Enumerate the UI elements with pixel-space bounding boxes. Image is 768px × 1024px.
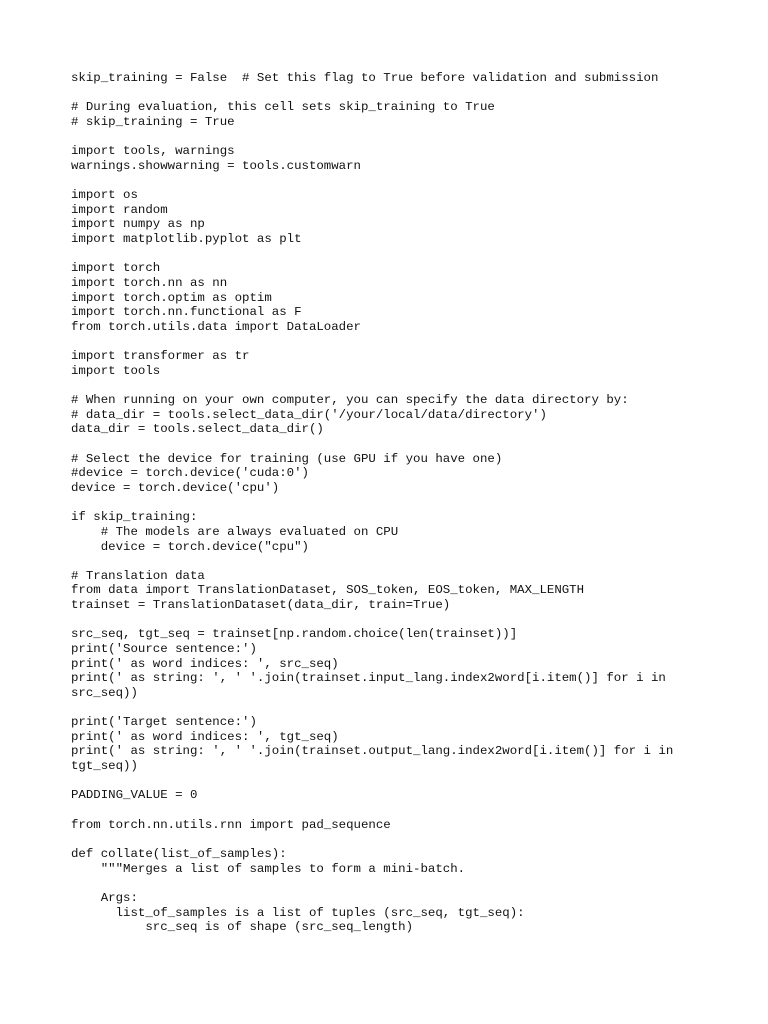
code-line: src_seq is of shape (src_seq_length): [71, 920, 414, 935]
code-line: [71, 613, 673, 628]
code-line: # Select the device for training (use GPU if you have one): [71, 451, 503, 466]
code-line: from data import TranslationDataset, SOS_token, EOS_token, MAX_LENGTH: [71, 583, 585, 598]
code-line: # During evaluation, this cell sets skip_training to True: [71, 100, 495, 115]
code-line: print(' as string: ', ' '.join(trainset.input_lang.index2word[i.item()] for i in: [71, 671, 666, 686]
code-line: Args:: [71, 890, 138, 905]
code-line: import tools, warnings: [71, 144, 235, 159]
code-line: import tools: [71, 363, 161, 378]
code-line: [71, 701, 673, 716]
code-line: [71, 247, 673, 262]
code-line: # data_dir = tools.select_data_dir('/your/local/data/directory'): [71, 407, 547, 422]
code-line: import matplotlib.pyplot as plt: [71, 232, 302, 247]
code-line: print(' as string: ', ' '.join(trainset.output_lang.index2word[i.item()] for i in: [71, 744, 674, 759]
code-line: import torch.optim as optim: [71, 290, 272, 305]
code-line: print('Source sentence:'): [71, 641, 257, 656]
code-line: print(' as word indices: ', tgt_seq): [71, 729, 339, 744]
code-line: [71, 803, 673, 818]
code-line: PADDING_VALUE = 0: [71, 788, 198, 803]
code-listing: [71, 71, 673, 935]
code-line: import torch.nn.functional as F: [71, 305, 302, 320]
code-line: [71, 437, 673, 452]
code-line: print(' as word indices: ', src_seq): [71, 656, 339, 671]
code-line: # When running on your own computer, you can specify the data directory by:: [71, 393, 629, 408]
code-line: warnings.showwarning = tools.customwarn: [71, 158, 361, 173]
code-line: list_of_samples is a list of tuples (src_seq, tgt_seq):: [71, 905, 525, 920]
code-line: """Merges a list of samples to form a mini-batch.: [71, 861, 466, 876]
code-line: [71, 774, 673, 789]
code-line: tgt_seq)): [71, 759, 138, 774]
code-line: trainset = TranslationDataset(data_dir, train=True): [71, 598, 451, 613]
code-line: [71, 130, 673, 145]
code-line: print('Target sentence:'): [71, 715, 257, 730]
code-line: def collate(list_of_samples):: [71, 846, 287, 861]
code-line: skip_training = False # Set this flag to True before validation and submission: [71, 71, 659, 85]
code-line: #device = torch.device('cuda:0'): [71, 466, 309, 481]
code-line: [71, 876, 673, 891]
code-line: from torch.nn.utils.rnn import pad_sequence: [71, 817, 391, 832]
code-line: [71, 496, 673, 511]
code-line: # skip_training = True: [71, 114, 235, 129]
code-line: [71, 86, 673, 101]
code-line: src_seq)): [71, 685, 138, 700]
code-line: import transformer as tr: [71, 349, 250, 364]
code-line: src_seq, tgt_seq = trainset[np.random.choice(len(trainset))]: [71, 627, 518, 642]
code-line: import random: [71, 202, 168, 217]
code-line: import torch.nn as nn: [71, 275, 228, 290]
code-line: data_dir = tools.select_data_dir(): [71, 422, 324, 437]
code-line: [71, 832, 673, 847]
code-line: [71, 335, 673, 350]
code-line: device = torch.device('cpu'): [71, 480, 280, 495]
code-line: import os: [71, 188, 138, 203]
code-line: from torch.utils.data import DataLoader: [71, 319, 361, 334]
code-line: [71, 173, 673, 188]
code-line: # Translation data: [71, 568, 205, 583]
code-line: [71, 554, 673, 569]
code-line: import numpy as np: [71, 217, 205, 232]
code-line: import torch: [71, 261, 161, 276]
code-line: # The models are always evaluated on CPU: [71, 524, 399, 539]
code-line: device = torch.device("cpu"): [71, 539, 309, 554]
code-line: [71, 378, 673, 393]
code-line: if skip_training:: [71, 510, 198, 525]
